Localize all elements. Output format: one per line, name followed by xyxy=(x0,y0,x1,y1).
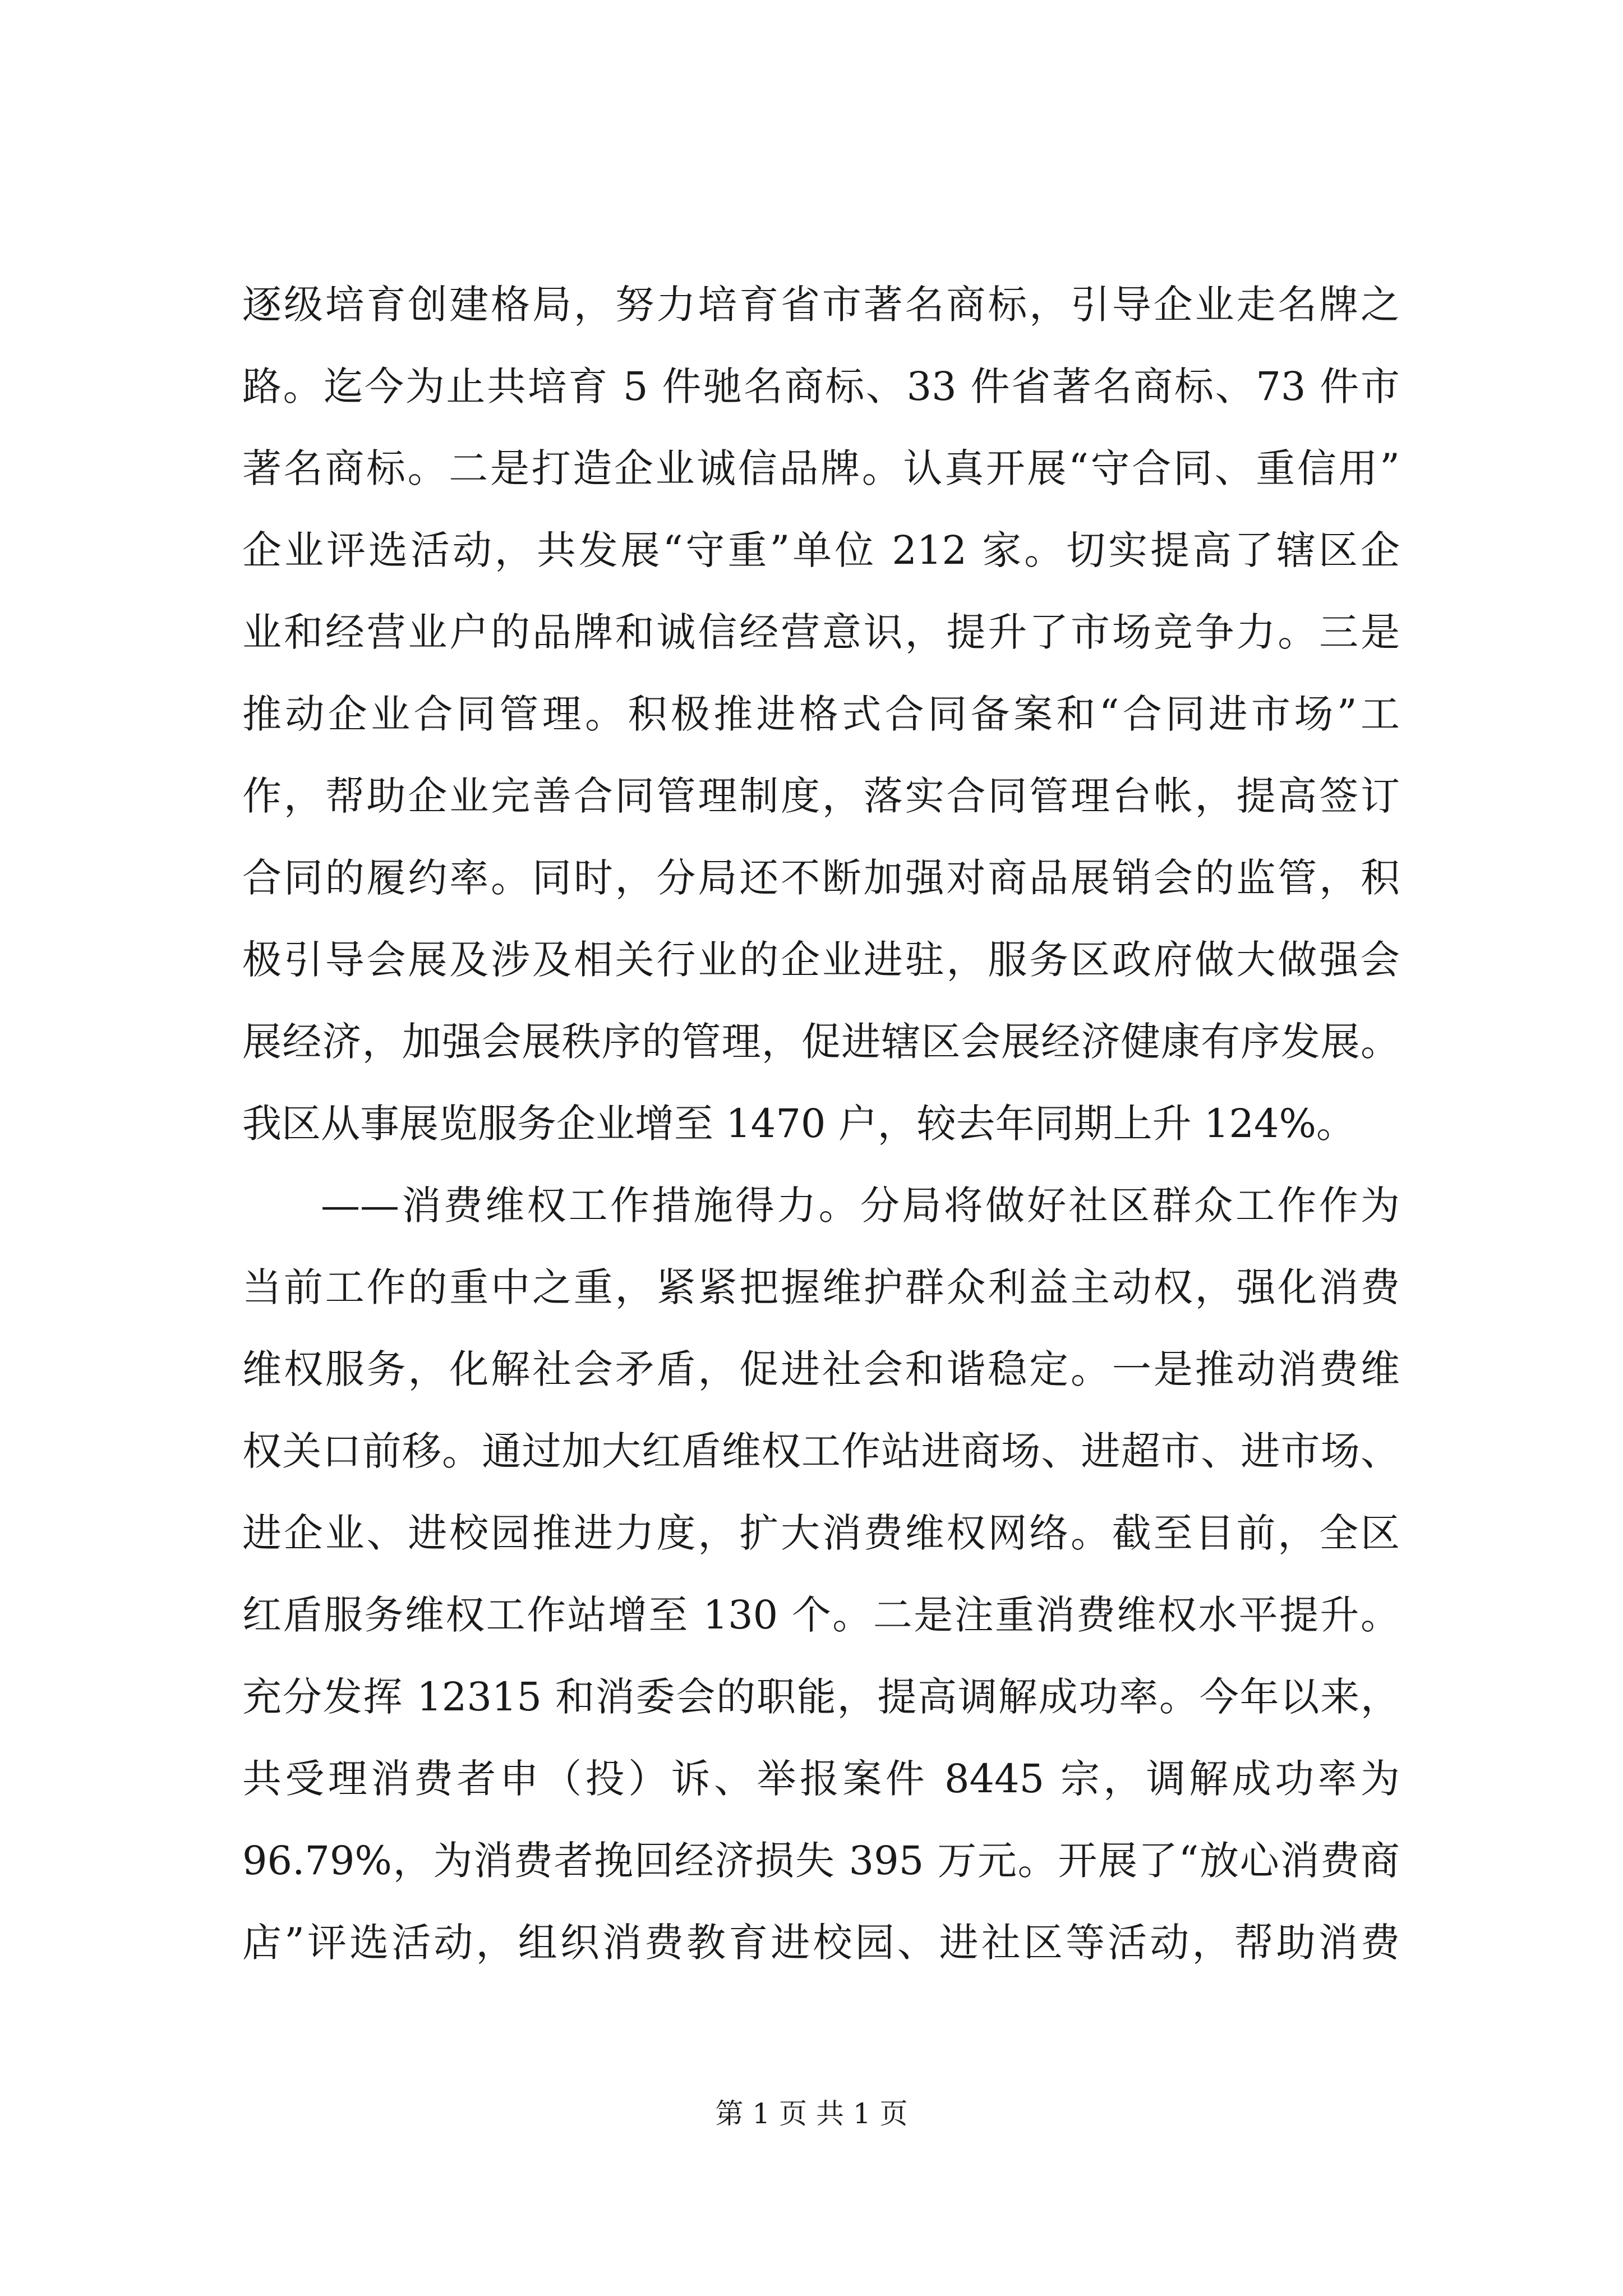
text-line: 权关口前移。通过加大红盾维权工作站进商场、进超市、进市场、 xyxy=(242,1428,1400,1474)
text-line: 逐级培育创建格局，努力培育省市著名商标，引导企业走名牌之 xyxy=(242,282,1400,328)
text-line: 展经济，加强会展秩序的管理，促进辖区会展经济健康有序发展。 xyxy=(242,1019,1400,1065)
page-number: 第 1 页 共 1 页 xyxy=(715,2097,908,2130)
text-line: 合同的履约率。同时，分局还不断加强对商品展销会的监管，积 xyxy=(242,855,1400,901)
text-line: 红盾服务维权工作站增至 130 个。二是注重消费维权水平提升。 xyxy=(242,1592,1400,1638)
text-line: 当前工作的重中之重，紧紧把握维护群众利益主动权，强化消费 xyxy=(242,1264,1400,1310)
text-line: 店”评选活动，组织消费教育进校园、进社区等活动，帮助消费 xyxy=(242,1920,1400,1966)
text-line: ——消费维权工作措施得力。分局将做好社区群众工作作为 xyxy=(321,1182,1400,1228)
text-line: 充分发挥 12315 和消委会的职能，提高调解成功率。今年以来， xyxy=(242,1674,1400,1720)
text-line: 业和经营业户的品牌和诚信经营意识，提升了市场竞争力。三是 xyxy=(242,609,1400,655)
text-line: 共受理消费者申（投）诉、举报案件 8445 宗，调解成功率为 xyxy=(242,1756,1400,1802)
paragraph-brand-building xyxy=(242,264,1400,1165)
text-line: 96.79%，为消费者挽回经济损失 395 万元。开展了“放心消费商 xyxy=(242,1838,1400,1884)
text-line: 企业评选活动，共发展“守重”单位 212 家。切实提高了辖区企 xyxy=(242,527,1400,573)
text-line: 路。迄今为止共培育 5 件驰名商标、33 件省著名商标、73 件市 xyxy=(242,364,1400,409)
text-line: 著名商标。二是打造企业诚信品牌。认真开展“守合同、重信用” xyxy=(242,445,1400,491)
text-line: 我区从事展览服务企业增至 1470 户，较去年同期上升 124%。 xyxy=(242,1101,1356,1147)
text-line: 作，帮助企业完善合同管理制度，落实合同管理台帐，提高签订 xyxy=(242,773,1400,819)
body-text xyxy=(242,264,1400,1984)
text-line: 极引导会展及涉及相关行业的企业进驻，服务区政府做大做强会 xyxy=(242,937,1400,983)
text-line: 维权服务，化解社会矛盾，促进社会和谐稳定。一是推动消费维 xyxy=(242,1346,1400,1392)
page-footer xyxy=(0,2097,1623,2131)
text-line: 进企业、进校园推进力度，扩大消费维权网络。截至目前，全区 xyxy=(242,1510,1400,1556)
paragraph-consumer-rights xyxy=(242,1165,1400,1984)
text-line: 推动企业合同管理。积极推进格式合同备案和“合同进市场”工 xyxy=(242,691,1400,737)
